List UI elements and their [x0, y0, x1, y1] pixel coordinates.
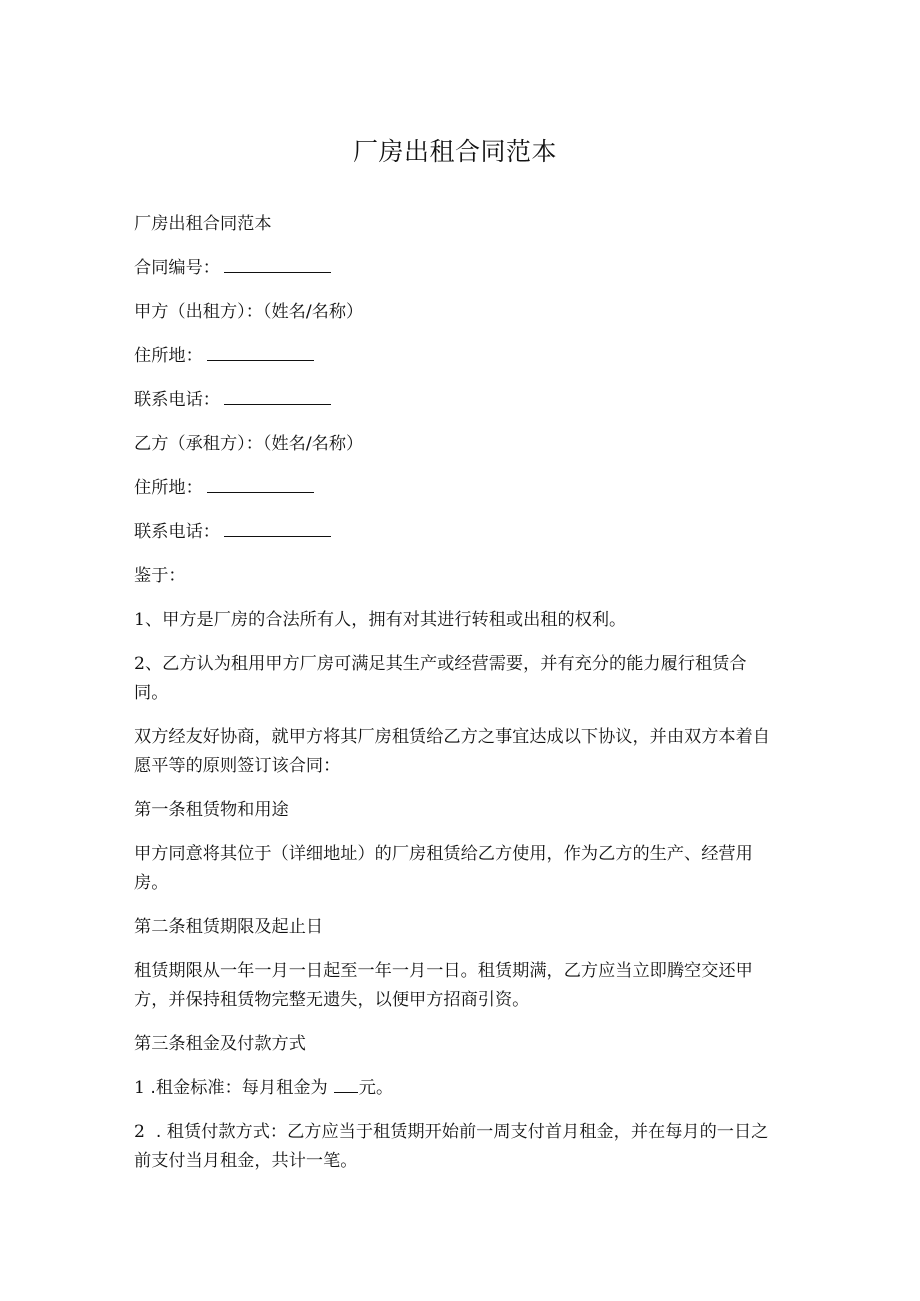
party-b-phone-label: 联系电话：	[134, 522, 220, 542]
whereas-item-2-number: 2	[134, 654, 145, 674]
article-3-item-1	[134, 1074, 770, 1103]
party-b-address-line	[134, 474, 770, 503]
whereas-item-1-number: 1	[134, 610, 145, 630]
article-3-heading: 第三条租金及付款方式	[134, 1034, 306, 1054]
party-a-phone-line	[134, 386, 770, 415]
party-a-address-line	[134, 342, 770, 371]
article-2-text: 租赁期限从一年一月一日起至一年一月一日。租赁期满，乙方应当立即腾空交还甲方，并保持租赁物完整无遗失，以便甲方招商引资。	[134, 961, 753, 1010]
whereas-label: 鉴于：	[134, 566, 186, 586]
article-3-item-2-text: . 租赁付款方式：乙方应当于租赁期开始前一周支付首月租金，并在每月的一日之前支付当月租金，共计一笔。	[134, 1122, 769, 1171]
article-3-item-1-number: 1	[134, 1078, 145, 1098]
rent-amount-blank	[334, 1074, 358, 1093]
whereas-item-2	[134, 650, 770, 708]
contract-number-label: 合同编号：	[134, 258, 220, 278]
party-b-phone-blank	[224, 518, 331, 537]
document-title: 厂房出租合同范本	[352, 137, 557, 166]
document-body	[134, 210, 770, 1191]
subtitle: 厂房出租合同范本	[134, 214, 272, 234]
article-3-item-1-text-b: 元。	[358, 1078, 394, 1098]
contract-number-blank	[224, 254, 331, 273]
party-a-address-blank	[207, 342, 314, 361]
whereas-item-1-text: 、甲方是厂房的合法所有人，拥有对其进行转租或出租的权利。	[144, 610, 627, 630]
article-3-item-2	[134, 1118, 770, 1176]
party-a-label: 甲方（出租方）：（姓名/名称）	[134, 302, 364, 322]
article-1-text: 甲方同意将其位于（详细地址）的厂房租赁给乙方使用，作为乙方的生产、经营用房。	[134, 844, 753, 893]
whereas-item-1	[134, 606, 770, 635]
party-a-phone-label: 联系电话：	[134, 390, 220, 410]
party-b-address-label: 住所地：	[134, 478, 203, 498]
article-1-heading: 第一条租赁物和用途	[134, 800, 289, 820]
whereas-item-2-text: 、乙方认为租用甲方厂房可满足其生产或经营需要，并有充分的能力履行租赁合同。	[134, 654, 747, 703]
article-3-item-2-number: 2	[134, 1122, 145, 1142]
party-a-address-label: 住所地：	[134, 346, 203, 366]
party-b-address-blank	[207, 474, 314, 493]
party-b-label: 乙方（承租方）：（姓名/名称）	[134, 434, 364, 454]
party-b-phone-line	[134, 518, 770, 547]
agreement-intro: 双方经友好协商，就甲方将其厂房租赁给乙方之事宜达成以下协议，并由双方本着自愿平等的原则签订该合同：	[134, 727, 770, 776]
contract-number-line	[134, 254, 770, 283]
party-a-phone-blank	[224, 386, 331, 405]
article-3-item-1-text-a: .租金标准：每月租金为	[144, 1078, 328, 1098]
article-2-heading: 第二条租赁期限及起止日	[134, 917, 324, 937]
